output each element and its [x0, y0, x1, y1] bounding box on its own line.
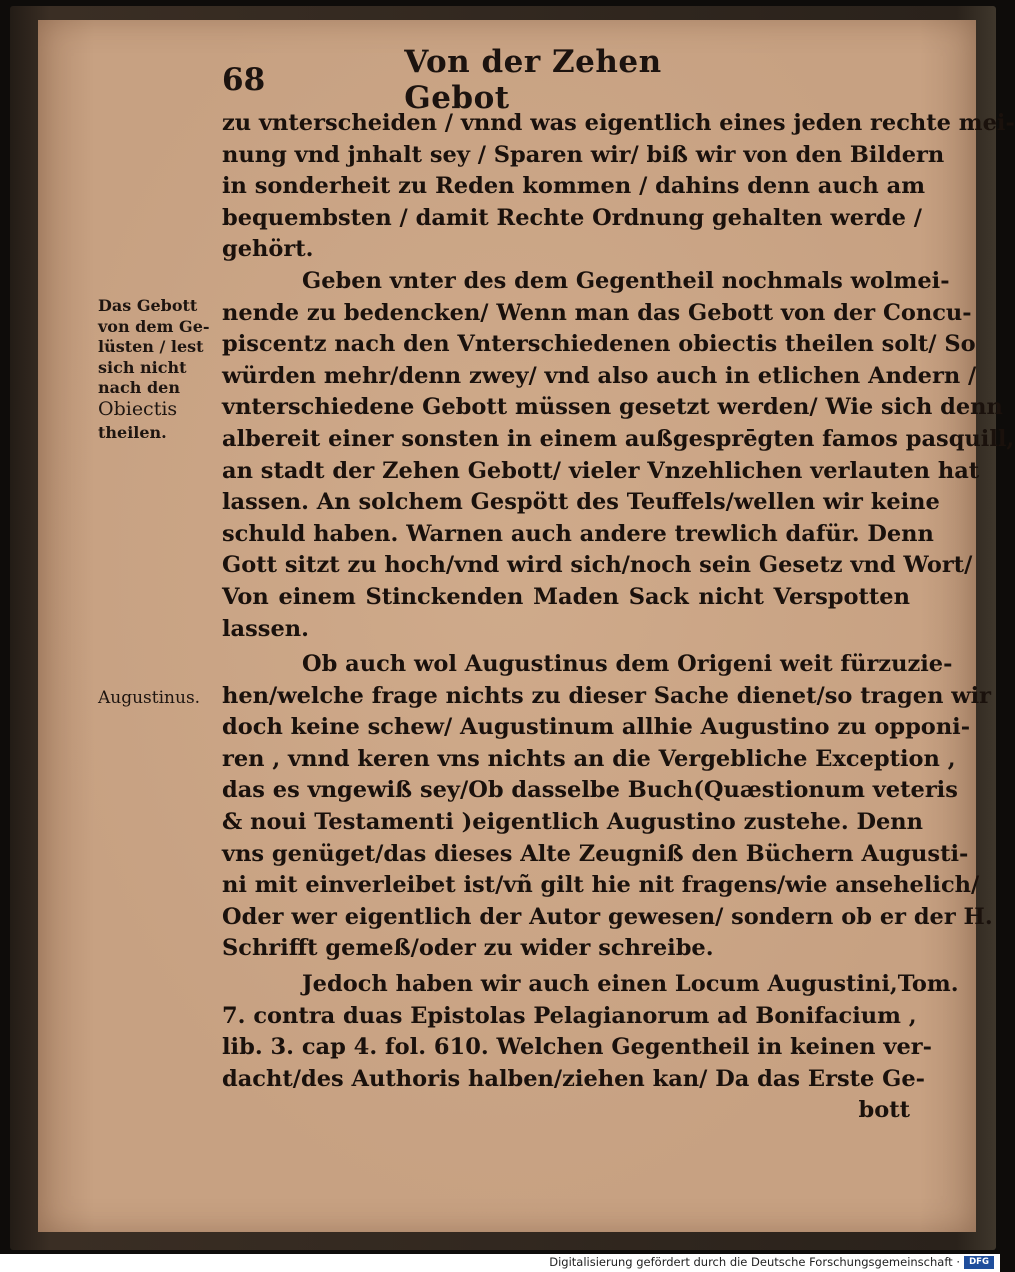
catchword: bott	[858, 1097, 910, 1124]
text-line: hen/welche frage nichts zu dieser Sache dienet/so tragen wir	[222, 682, 992, 709]
margin-note-line: Obiectis	[98, 397, 178, 420]
text-line: lassen.	[222, 615, 309, 642]
text-line: Oder wer eigentlich der Autor gewesen/ sondern ob er der H.	[222, 903, 993, 930]
text-line: schuld haben. Warnen auch andere trewlich dafür. Denn	[222, 520, 934, 547]
text-line: Gott sitzt zu hoch/vnd wird sich/noch sein Gesetz vnd Wort/	[222, 552, 973, 579]
text-line: & noui Testamenti )eigentlich Augustino zustehe. Denn	[222, 809, 924, 836]
text-line: dacht/des Authoris halben/ziehen kan/ Da das Erste Ge-	[222, 1065, 926, 1092]
text-line: piscentz nach den Vnterschiedenen obiectis theilen solt/ So	[222, 331, 976, 358]
text-line: an stadt der Zehen Gebott/ vieler Vnzehlichen verlauten hat	[222, 457, 980, 484]
page-header	[222, 44, 742, 116]
text-line: Von einem Stinckenden Maden Sack nicht Verspotten	[222, 583, 910, 610]
text-line: nende zu bedencken/ Wenn man das Gebott von der Concu-	[222, 299, 972, 326]
text-line: Jedoch haben wir auch einen Locum Augustini,Tom.	[302, 971, 959, 998]
margin-note-line: Das Gebott	[98, 296, 198, 315]
margin-note-line: von dem Ge-	[98, 316, 210, 336]
text-line: würden mehr/denn zwey/ vnd also auch in etlichen Andern /	[222, 362, 977, 389]
funding-credit: Digitalisierung gefördert durch die Deutsche Forschungsgemeinschaft ·	[549, 1255, 960, 1269]
text-line: gehört.	[222, 236, 314, 263]
text-line: lib. 3. cap 4. fol. 610. Welchen Gegentheil in keinen ver-	[222, 1034, 932, 1061]
margin-note-line: lüsten / lest	[98, 337, 204, 356]
margin-note-augustinus: Augustinus.	[98, 688, 201, 708]
text-line: bequembsten / damit Rechte Ordnung gehalten werde /	[222, 204, 923, 231]
text-line: Geben vnter des dem Gegentheil nochmals wolmei-	[302, 267, 950, 294]
footer-bar	[0, 1254, 1000, 1272]
body-text	[222, 108, 1015, 1127]
text-line: nung vnd jnhalt sey / Sparen wir/ biß wir von den Bildern	[222, 141, 945, 168]
dfg-logo: DFG	[964, 1256, 994, 1269]
text-line: in sonderheit zu Reden kommen / dahins denn auch am	[222, 173, 926, 200]
margin-note-line: sich nicht	[98, 357, 187, 377]
margin-note-line: theilen.	[98, 422, 167, 442]
text-line: Schrifft gemeß/oder zu wider schreibe.	[222, 935, 714, 962]
text-line: Ob auch wol Augustinus dem Origeni weit fürzuzie-	[302, 651, 953, 678]
text-line: vnterschiedene Gebott müssen gesetzt werden/ Wie sich denn	[222, 394, 1003, 421]
text-line: zu vnterscheiden / vnnd was eigentlich eines jeden rechte mei-	[222, 110, 1015, 136]
margin-note-line: nach den	[98, 378, 180, 397]
text-line: doch keine schew/ Augustinum allhie Augustino zu opponi-	[222, 714, 971, 741]
margin-note-gebott	[98, 296, 228, 443]
text-line: albereit einer sonsten in einem außgesprēgten famos pasquill,	[222, 425, 1015, 452]
text-line: 7. contra duas Epistolas Pelagianorum ad Bonifacium ,	[222, 1002, 917, 1029]
text-line: vns genüget/das dieses Alte Zeugniß den Büchern Augusti-	[222, 840, 969, 867]
text-line: ren , vnnd keren vns nichts an die Vergebliche Exception ,	[222, 745, 956, 772]
text-line: lassen. An solchem Gespött des Teuffels/wellen wir keine	[222, 489, 940, 516]
text-line: ni mit einverleibet ist/vñ gilt hie nit fragens/wie ansehelich/	[222, 872, 980, 899]
text-line: das es vngewiß sey/Ob dasselbe Buch(Quæstionum veteris	[222, 777, 958, 804]
running-title: Von der Zehen Gebot	[404, 44, 662, 116]
page-number: 68	[222, 62, 266, 98]
